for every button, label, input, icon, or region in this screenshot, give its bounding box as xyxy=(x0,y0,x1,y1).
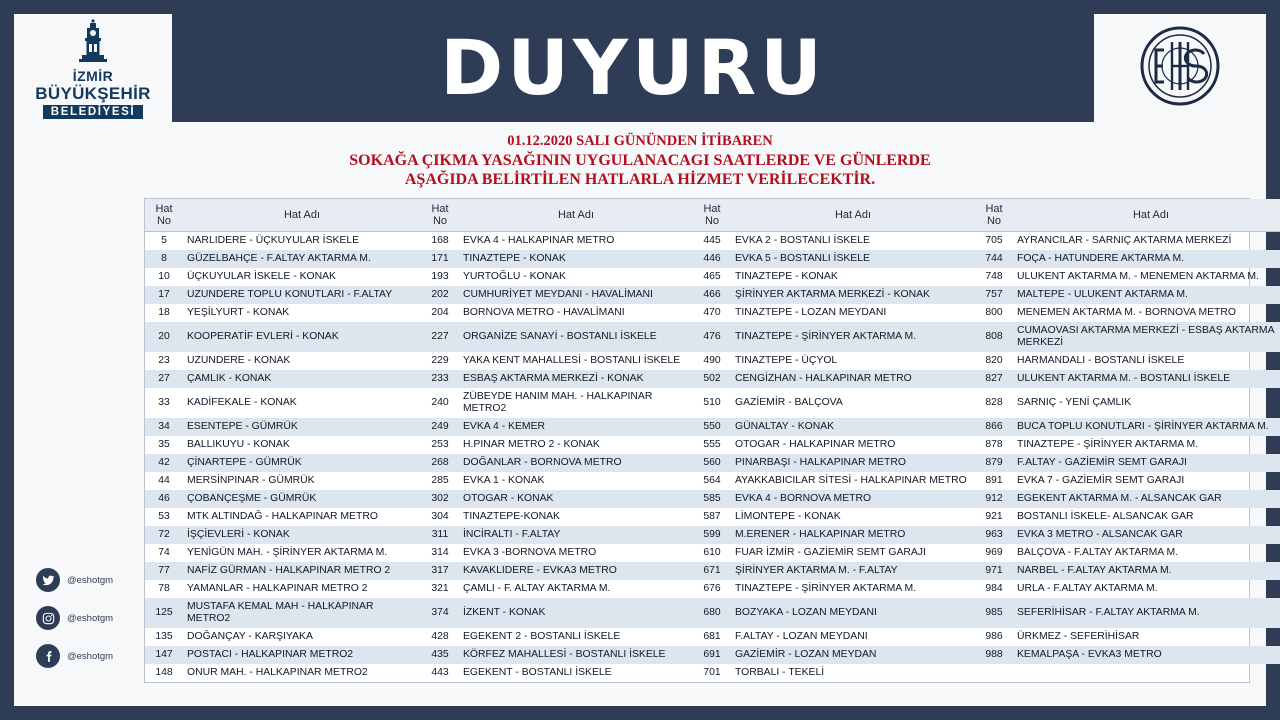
cell-hat-no-3: 610 xyxy=(703,547,721,558)
eshot-monogram-icon xyxy=(1134,20,1226,117)
cell-hat-adi-4: AYRANCILAR - SARNIÇ AKTARMA MERKEZİ xyxy=(1017,235,1232,246)
cell-hat-no-4: 971 xyxy=(975,562,1013,580)
instagram-icon xyxy=(36,606,60,630)
cell-hat-no-3: 502 xyxy=(693,370,731,388)
cell-hat-adi-4: EVKA 7 - GAZİEMİR SEMT GARAJI xyxy=(1017,475,1185,486)
notice-line-3: AŞAĞIDA BELİRTİLEN HATLARLA HİZMET VERİLECEKTİR. xyxy=(404,171,876,188)
cell-hat-no-2: 374 xyxy=(421,598,459,628)
cell-hat-adi-2: H.PINAR METRO 2 - KONAK xyxy=(463,439,600,450)
cell-hat-adi-2: KÖRFEZ MAHALLESİ - BOSTANLI İSKELE xyxy=(459,646,693,664)
cell-hat-no-4: 879 xyxy=(975,454,1013,472)
cell-hat-no-4: 820 xyxy=(985,355,1003,366)
social-handle: @eshotgm xyxy=(67,574,114,586)
table-row xyxy=(145,628,1280,646)
cell-hat-adi-2: TINAZTEPE-KONAK xyxy=(463,511,560,522)
cell-hat-adi-3: TINAZTEPE - ŞİRİNYER AKTARMA M. xyxy=(731,322,975,352)
cell-hat-no-2: 249 xyxy=(421,418,459,436)
twitter-icon xyxy=(36,568,60,592)
cell-hat-no-2: 443 xyxy=(431,667,449,678)
cell-hat-no-2: 285 xyxy=(431,475,449,486)
cell-hat-no-1: 74 xyxy=(158,547,170,558)
cell-hat-adi-2: BORNOVA METRO - HAVALİMANI xyxy=(463,307,625,318)
header-hat-adi-1: Hat Adı xyxy=(183,199,421,232)
page-title: DUYURU xyxy=(440,23,826,112)
cell-hat-no-3: 681 xyxy=(703,631,721,642)
logo-line-2: BÜYÜKŞEHİR xyxy=(35,84,151,103)
table-row xyxy=(145,322,1280,352)
cell-hat-no-1: 33 xyxy=(158,397,170,408)
cell-hat-adi-1: DOĞANÇAY - KARŞIYAKA xyxy=(187,631,313,642)
table-row xyxy=(145,250,1280,268)
table-row xyxy=(145,646,1280,664)
cell-hat-adi-3: TORBALI - TEKELİ xyxy=(735,667,825,678)
cell-hat-no-4 xyxy=(975,664,1013,682)
poster-inner xyxy=(14,14,1275,706)
lines-table-container xyxy=(144,198,1275,683)
cell-hat-adi-1: YEŞİLYURT - KONAK xyxy=(187,307,290,318)
table-row xyxy=(145,490,1280,508)
cell-hat-no-2: 193 xyxy=(431,271,449,282)
table-row xyxy=(145,544,1280,562)
cell-hat-adi-3: TINAZTEPE - KONAK xyxy=(735,271,838,282)
cell-hat-adi-1: NARLIDERE - ÜÇKUYULAR İSKELE xyxy=(187,235,360,246)
cell-hat-adi-4: ÜRKMEZ - SEFERİHİSAR xyxy=(1017,631,1140,642)
cell-hat-no-1: 77 xyxy=(145,562,183,580)
cell-hat-adi-2: CUMHURİYET MEYDANI - HAVALİMANI xyxy=(459,286,693,304)
cell-hat-no-4: 969 xyxy=(985,547,1003,558)
cell-hat-adi-3: OTOGAR - HALKAPINAR METRO xyxy=(735,439,896,450)
cell-hat-no-2: 229 xyxy=(431,355,449,366)
cell-hat-adi-1: KOOPERATİF EVLERİ - KONAK xyxy=(183,322,421,352)
cell-hat-adi-1: MTK ALTINDAĞ - HALKAPINAR METRO xyxy=(187,511,378,522)
cell-hat-no-1: 8 xyxy=(145,250,183,268)
cell-hat-no-4: 866 xyxy=(975,418,1013,436)
cell-hat-adi-4: EGEKENT AKTARMA M. - ALSANCAK GAR xyxy=(1013,490,1280,508)
cell-hat-adi-1: ÜÇKUYULAR İSKELE - KONAK xyxy=(187,271,336,282)
cell-hat-adi-1: POSTACI - HALKAPINAR METRO2 xyxy=(183,646,421,664)
cell-hat-adi-2: ORGANİZE SANAYİ - BOSTANLI İSKELE xyxy=(459,322,693,352)
header-hat-no-4: Hat No xyxy=(975,199,1013,232)
cell-hat-adi-2: DOĞANLAR - BORNOVA METRO xyxy=(459,454,693,472)
cell-hat-no-4: 986 xyxy=(985,631,1003,642)
social-item-twitter[interactable] xyxy=(36,568,146,592)
table-row xyxy=(145,526,1280,544)
cell-hat-adi-4: NARBEL - F.ALTAY AKTARMA M. xyxy=(1013,562,1280,580)
cell-hat-no-1: 44 xyxy=(158,475,170,486)
cell-hat-no-1: 27 xyxy=(145,370,183,388)
cell-hat-adi-2: OTOGAR - KONAK xyxy=(459,490,693,508)
cell-hat-no-2: 168 xyxy=(431,235,449,246)
table-header xyxy=(145,199,1280,232)
cell-hat-no-2: 268 xyxy=(421,454,459,472)
cell-hat-adi-2: TINAZTEPE - KONAK xyxy=(459,250,693,268)
cell-hat-adi-4: BOSTANLI İSKELE- ALSANCAK GAR xyxy=(1017,511,1194,522)
cell-hat-adi-3: GÜNALTAY - KONAK xyxy=(731,418,975,436)
cell-hat-no-1: 23 xyxy=(158,355,170,366)
cell-hat-no-2: 317 xyxy=(421,562,459,580)
cell-hat-no-3: 701 xyxy=(703,667,721,678)
cell-hat-adi-1: ÇOBANÇEŞME - GÜMRÜK xyxy=(183,490,421,508)
cell-hat-no-3: 564 xyxy=(703,475,721,486)
notice-line-2: SOKAĞA ÇIKMA YASAĞININ UYGULANACAGI SAATLERDE VE GÜNLERDE xyxy=(349,152,931,169)
cell-hat-no-1: 10 xyxy=(158,271,170,282)
cell-hat-adi-3: FUAR İZMİR - GAZİEMİR SEMT GARAJI xyxy=(735,547,926,558)
header-hat-no-1: Hat No xyxy=(145,199,183,232)
cell-hat-no-2: 302 xyxy=(421,490,459,508)
table-row xyxy=(145,370,1280,388)
cell-hat-no-3: 585 xyxy=(693,490,731,508)
cell-hat-no-4: 757 xyxy=(975,286,1013,304)
cell-hat-no-4: 748 xyxy=(985,271,1003,282)
cell-hat-no-1: 34 xyxy=(145,418,183,436)
cell-hat-no-4: 921 xyxy=(985,511,1003,522)
cell-hat-adi-3: LİMONTEPE - KONAK xyxy=(735,511,841,522)
cell-hat-no-3: 676 xyxy=(703,583,721,594)
cell-hat-no-3: 465 xyxy=(703,271,721,282)
header-hat-adi-3: Hat Adı xyxy=(731,199,975,232)
cell-hat-no-3: 599 xyxy=(693,526,731,544)
cell-hat-adi-3: GAZİEMİR - LOZAN MEYDAN xyxy=(731,646,975,664)
cell-hat-adi-2: ESBAŞ AKTARMA MERKEZİ - KONAK xyxy=(459,370,693,388)
header-hat-adi-4: Hat Adı xyxy=(1013,199,1280,232)
clock-tower-icon xyxy=(72,19,114,68)
cell-hat-no-2: 202 xyxy=(421,286,459,304)
cell-hat-adi-4: HARMANDALI - BOSTANLI İSKELE xyxy=(1017,355,1185,366)
header-hat-no-3: Hat No xyxy=(693,199,731,232)
cell-hat-adi-4: BALÇOVA - F.ALTAY AKTARMA M. xyxy=(1017,547,1179,558)
cell-hat-adi-4: CUMAOVASI AKTARMA MERKEZİ - ESBAŞ AKTARMA MERKEZİ xyxy=(1013,322,1280,352)
cell-hat-no-2: 314 xyxy=(431,547,449,558)
cell-hat-adi-4: KEMALPAŞA - EVKA3 METRO xyxy=(1013,646,1280,664)
cell-hat-adi-4: MENEMEN AKTARMA M. - BORNOVA METRO xyxy=(1017,307,1236,318)
cell-hat-no-3: 550 xyxy=(693,418,731,436)
cell-hat-adi-3: BOZYAKA - LOZAN MEYDANI xyxy=(731,598,975,628)
table-row xyxy=(145,436,1280,454)
cell-hat-adi-2: İZKENT - KONAK xyxy=(459,598,693,628)
cell-hat-no-2: 311 xyxy=(421,526,459,544)
header-hat-no-2: Hat No xyxy=(421,199,459,232)
cell-hat-adi-3: EVKA 2 - BOSTANLI İSKELE xyxy=(735,235,870,246)
cell-hat-no-4: 912 xyxy=(975,490,1013,508)
cell-hat-no-1: 17 xyxy=(145,286,183,304)
cell-hat-no-3: 476 xyxy=(693,322,731,352)
cell-hat-no-4: 828 xyxy=(985,397,1003,408)
cell-hat-adi-3: GAZİEMİR - BALÇOVA xyxy=(735,397,843,408)
cell-hat-no-3: 680 xyxy=(693,598,731,628)
table-row xyxy=(145,598,1280,628)
cell-hat-no-2: 240 xyxy=(431,397,449,408)
cell-hat-adi-1: YENİGÜN MAH. - ŞİRİNYER AKTARMA M. xyxy=(187,547,388,558)
table-row xyxy=(145,454,1280,472)
cell-hat-no-3: 587 xyxy=(703,511,721,522)
social-item-instagram[interactable] xyxy=(36,606,146,630)
cell-hat-adi-4 xyxy=(1013,664,1280,682)
cell-hat-adi-4: SARNIÇ - YENİ ÇAMLIK xyxy=(1017,397,1132,408)
cell-hat-adi-1: BALLIKUYU - KONAK xyxy=(187,439,290,450)
cell-hat-no-1: 147 xyxy=(145,646,183,664)
table-row xyxy=(145,268,1280,286)
cell-hat-no-4: 963 xyxy=(975,526,1013,544)
cell-hat-no-2: 171 xyxy=(421,250,459,268)
cell-hat-no-1: 78 xyxy=(158,583,170,594)
cell-hat-adi-3: ŞİRİNYER AKTARMA M. - F.ALTAY xyxy=(731,562,975,580)
table-row xyxy=(145,664,1280,682)
cell-hat-adi-3: F.ALTAY - LOZAN MEYDANI xyxy=(735,631,868,642)
table-header-row xyxy=(145,199,1280,232)
cell-hat-no-2: 204 xyxy=(431,307,449,318)
logo-line-3: BELEDİYESİ xyxy=(43,105,143,119)
cell-hat-no-2: 233 xyxy=(421,370,459,388)
cell-hat-no-2: 435 xyxy=(421,646,459,664)
cell-hat-adi-4: F.ALTAY - GAZİEMİR SEMT GARAJI xyxy=(1013,454,1280,472)
cell-hat-adi-3: TINAZTEPE - LOZAN MEYDANI xyxy=(735,307,887,318)
cell-hat-no-4: 985 xyxy=(975,598,1013,628)
cell-hat-no-1: 148 xyxy=(155,667,173,678)
cell-hat-adi-3: PINARBAŞI - HALKAPINAR METRO xyxy=(731,454,975,472)
cell-hat-adi-2: EVKA 3 -BORNOVA METRO xyxy=(463,547,597,558)
cell-hat-no-1: 46 xyxy=(145,490,183,508)
cell-hat-adi-2: İNCİRALTI - F.ALTAY xyxy=(459,526,693,544)
cell-hat-adi-3: TINAZTEPE - ŞİRİNYER AKTARMA M. xyxy=(735,583,917,594)
cell-hat-adi-2: ZÜBEYDE HANIM MAH. - HALKAPINAR METRO2 xyxy=(463,391,653,414)
cell-hat-adi-4: BUCA TOPLU KONUTLARI - ŞİRİNYER AKTARMA M. xyxy=(1013,418,1280,436)
cell-hat-adi-1: ÇAMLIK - KONAK xyxy=(183,370,421,388)
cell-hat-adi-2: EVKA 4 - KEMER xyxy=(459,418,693,436)
cell-hat-adi-1: MUSTAFA KEMAL MAH - HALKAPINAR METRO2 xyxy=(183,598,421,628)
poster-header xyxy=(14,14,1266,122)
cell-hat-adi-3: M.ERENER - HALKAPINAR METRO xyxy=(731,526,975,544)
facebook-icon xyxy=(36,644,60,668)
cell-hat-no-1: 53 xyxy=(158,511,170,522)
cell-hat-adi-1: KADİFEKALE - KONAK xyxy=(187,397,297,408)
notice-text xyxy=(14,122,1266,189)
cell-hat-no-2: 253 xyxy=(431,439,449,450)
cell-hat-no-2: 428 xyxy=(431,631,449,642)
cell-hat-no-4: 744 xyxy=(975,250,1013,268)
cell-hat-adi-4: MALTEPE - ULUKENT AKTARMA M. xyxy=(1013,286,1280,304)
cell-hat-no-3: 560 xyxy=(693,454,731,472)
cell-hat-no-3: 555 xyxy=(703,439,721,450)
cell-hat-adi-3: ŞİRİNYER AKTARMA MERKEZİ - KONAK xyxy=(731,286,975,304)
cell-hat-no-3: 691 xyxy=(693,646,731,664)
table-row xyxy=(145,232,1280,251)
table-row xyxy=(145,304,1280,322)
cell-hat-no-1: 20 xyxy=(145,322,183,352)
table-row xyxy=(145,508,1280,526)
izmir-municipality-logo xyxy=(14,14,172,122)
cell-hat-no-4: 705 xyxy=(985,235,1003,246)
cell-hat-no-4: 988 xyxy=(975,646,1013,664)
table-body xyxy=(145,232,1280,683)
cell-hat-no-3: 446 xyxy=(693,250,731,268)
cell-hat-adi-2: ÇAMLI - F. ALTAY AKTARMA M. xyxy=(463,583,611,594)
cell-hat-adi-1: YAMANLAR - HALKAPINAR METRO 2 xyxy=(187,583,368,594)
cell-hat-no-2: 227 xyxy=(421,322,459,352)
cell-hat-no-3: 490 xyxy=(703,355,721,366)
cell-hat-adi-4: TINAZTEPE - ŞİRİNYER AKTARMA M. xyxy=(1017,439,1199,450)
social-links xyxy=(36,568,146,682)
table-row xyxy=(145,352,1280,370)
cell-hat-adi-1: NAFİZ GÜRMAN - HALKAPINAR METRO 2 xyxy=(183,562,421,580)
cell-hat-no-3: 466 xyxy=(693,286,731,304)
cell-hat-no-1: 72 xyxy=(145,526,183,544)
eshot-logo xyxy=(1094,14,1266,122)
cell-hat-no-3: 510 xyxy=(703,397,721,408)
cell-hat-no-3: 470 xyxy=(703,307,721,318)
cell-hat-adi-3: EVKA 4 - BORNOVA METRO xyxy=(731,490,975,508)
cell-hat-adi-3: TINAZTEPE - ÜÇYOL xyxy=(735,355,838,366)
cell-hat-adi-4: FOÇA - HATUNDERE AKTARMA M. xyxy=(1013,250,1280,268)
cell-hat-adi-4: EVKA 3 METRO - ALSANCAK GAR xyxy=(1013,526,1280,544)
social-item-facebook[interactable] xyxy=(36,644,146,668)
cell-hat-adi-1: ESENTEPE - GÜMRÜK xyxy=(183,418,421,436)
cell-hat-adi-1: GÜZELBAHÇE - F.ALTAY AKTARMA M. xyxy=(183,250,421,268)
cell-hat-no-4: 827 xyxy=(975,370,1013,388)
cell-hat-adi-1: UZUNDERE - KONAK xyxy=(187,355,291,366)
cell-hat-no-4: 878 xyxy=(985,439,1003,450)
cell-hat-adi-2: YURTOĞLU - KONAK xyxy=(463,271,566,282)
cell-hat-adi-3: CENGİZHAN - HALKAPINAR METRO xyxy=(731,370,975,388)
cell-hat-no-4: 800 xyxy=(985,307,1003,318)
header-hat-adi-2: Hat Adı xyxy=(459,199,693,232)
cell-hat-adi-3: EVKA 5 - BOSTANLI İSKELE xyxy=(731,250,975,268)
notice-line-1: 01.12.2020 SALI GÜNÜNDEN İTİBAREN xyxy=(507,133,773,149)
cell-hat-adi-2: EVKA 4 - HALKAPINAR METRO xyxy=(463,235,615,246)
cell-hat-no-2: 304 xyxy=(431,511,449,522)
cell-hat-no-4: 984 xyxy=(985,583,1003,594)
cell-hat-no-1: 5 xyxy=(161,235,167,246)
table-row xyxy=(145,418,1280,436)
cell-hat-no-1: 42 xyxy=(145,454,183,472)
cell-hat-adi-2: KAVAKLIDERE - EVKA3 METRO xyxy=(459,562,693,580)
social-handle: @eshotgm xyxy=(67,612,114,624)
lines-table xyxy=(145,199,1280,682)
cell-hat-no-3: 671 xyxy=(693,562,731,580)
cell-hat-adi-2: EVKA 1 - KONAK xyxy=(463,475,545,486)
cell-hat-adi-1: ÇİNARTEPE - GÜMRÜK xyxy=(183,454,421,472)
cell-hat-no-1: 135 xyxy=(155,631,173,642)
cell-hat-adi-1: ONUR MAH. - HALKAPINAR METRO2 xyxy=(187,667,368,678)
cell-hat-adi-1: UZUNDERE TOPLU KONUTLARI - F.ALTAY xyxy=(183,286,421,304)
cell-hat-adi-2: EGEKENT - BOSTANLI İSKELE xyxy=(463,667,612,678)
cell-hat-adi-3: AYAKKABICILAR SİTESİ - HALKAPINAR METRO xyxy=(735,475,967,486)
table-row xyxy=(145,562,1280,580)
cell-hat-no-1: 35 xyxy=(158,439,170,450)
cell-hat-adi-4: ULUKENT AKTARMA M. - BOSTANLI İSKELE xyxy=(1013,370,1280,388)
table-row xyxy=(145,472,1280,490)
cell-hat-no-4: 891 xyxy=(985,475,1003,486)
cell-hat-adi-2: YAKA KENT MAHALLESİ - BOSTANLI İSKELE xyxy=(463,355,681,366)
cell-hat-adi-1: İŞÇİEVLERİ - KONAK xyxy=(183,526,421,544)
cell-hat-adi-1: MERSİNPINAR - GÜMRÜK xyxy=(187,475,315,486)
cell-hat-adi-4: SEFERİHİSAR - F.ALTAY AKTARMA M. xyxy=(1013,598,1280,628)
cell-hat-no-1: 125 xyxy=(145,598,183,628)
logo-line-1: İZMİR xyxy=(72,68,114,84)
table-row xyxy=(145,286,1280,304)
cell-hat-adi-4: URLA - F.ALTAY AKTARMA M. xyxy=(1017,583,1158,594)
cell-hat-no-3: 445 xyxy=(703,235,721,246)
cell-hat-no-1: 18 xyxy=(158,307,170,318)
title-band xyxy=(172,14,1094,122)
cell-hat-no-4: 808 xyxy=(975,322,1013,352)
table-row xyxy=(145,388,1280,418)
cell-hat-adi-2: EGEKENT 2 - BOSTANLI İSKELE xyxy=(463,631,621,642)
cell-hat-no-2: 321 xyxy=(431,583,449,594)
table-row xyxy=(145,580,1280,598)
cell-hat-adi-4: ULUKENT AKTARMA M. - MENEMEN AKTARMA M. xyxy=(1017,271,1259,282)
social-handle: @eshotgm xyxy=(67,650,114,662)
